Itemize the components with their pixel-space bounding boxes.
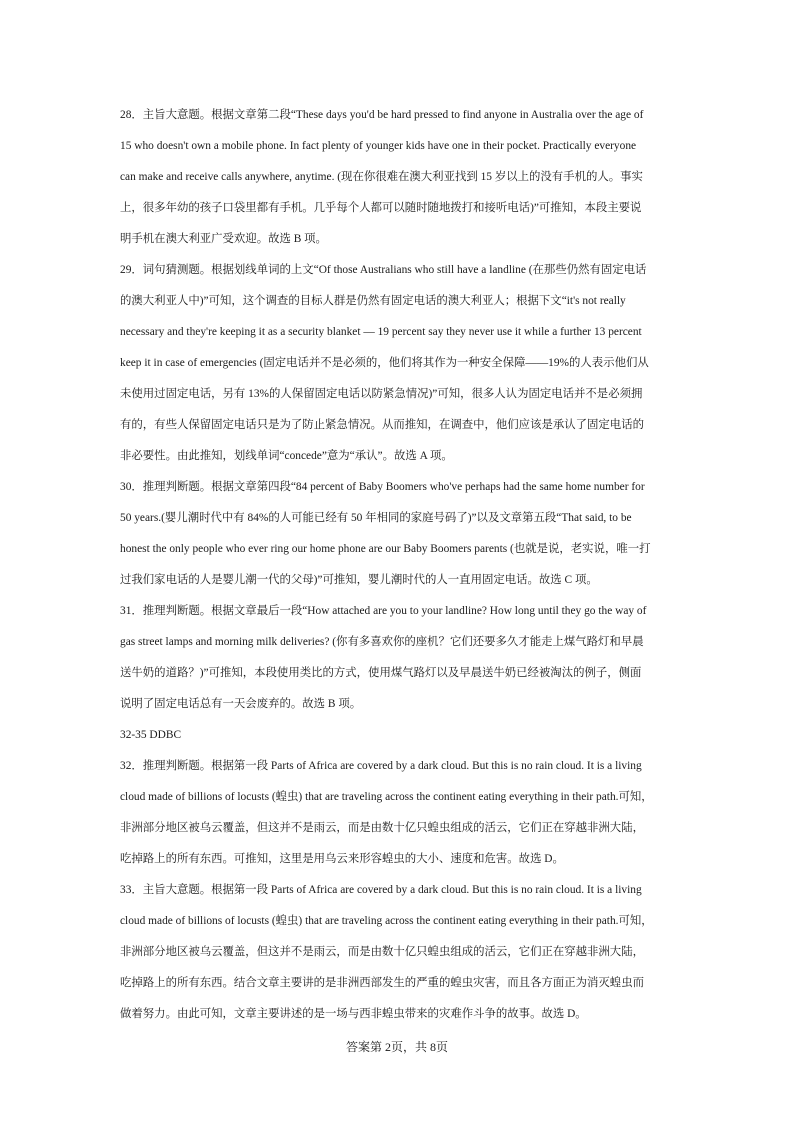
text-line: cloud made of billions of locusts (蝗虫) that are traveling across the continent eating everything in their path.可知， xyxy=(120,791,653,803)
text-line: 非洲部分地区被乌云覆盖，但这并不是雨云，而是由数十亿只蝗虫组成的活云，它们正在穿越非洲大陆， xyxy=(120,822,644,834)
text-line: gas street lamps and morning milk deliveries? (你有多喜欢你的座机？它们还要多久才能走上煤气路灯和早晨 xyxy=(120,636,644,648)
text-line: necessary and they're keeping it as a security blanket — 19 percent say they never use it while a further 13 percent xyxy=(120,326,642,338)
text-line: 非洲部分地区被乌云覆盖，但这并不是雨云，而是由数十亿只蝗虫组成的活云，它们正在穿越非洲大陆， xyxy=(120,946,644,958)
text-line: 31．推理判断题。根据文章最后一段“How attached are you to your landline? How long until they go the way of xyxy=(120,605,647,617)
text-line: 说明了固定电话总有一天会废弃的。故选 B 项。 xyxy=(120,698,362,710)
page-footer: 答案第 2页，共 8页 xyxy=(345,1040,448,1054)
text-line: can make and receive calls anywhere, anytime. (现在你很难在澳大利亚找到 15 岁以上的没有手机的人。事实 xyxy=(120,171,643,183)
text-line: 30．推理判断题。根据文章第四段“84 percent of Baby Boomers who've perhaps had the same home number for xyxy=(120,481,645,493)
text-line: 明手机在澳大利亚广受欢迎。故选 B 项。 xyxy=(120,233,327,245)
text-line: 15 who doesn't own a mobile phone. In fact plenty of younger kids have one in their pocket. Practically everyone xyxy=(120,140,637,152)
text-line: 的澳大利亚人中)”可知，这个调查的目标人群是仍然有固定电话的澳大利亚人；根据下文“it's not really xyxy=(120,295,626,307)
text-line: 有的，有些人保留固定电话只是为了防止紧急情况。从而推知，在调查中，他们应该是承认了固定电话的 xyxy=(120,419,644,431)
text-line: 32．推理判断题。根据第一段 Parts of Africa are covered by a dark cloud. But this is no rain cloud. It is a living xyxy=(120,760,642,772)
text-line: 50 years.(婴儿潮时代中有 84%的人可能已经有 50 年相同的家庭号码了)”以及文章第五段“That said, to be xyxy=(120,512,632,524)
text-line: 做着努力。由此可知，文章主要讲述的是一场与西非蝗虫带来的灾难作斗争的故事。故选 D。 xyxy=(120,1008,587,1020)
text-line: 吃掉路上的所有东西。结合文章主要讲的是非洲西部发生的严重的蝗虫灾害，而且各方面正为消灭蝗虫而 xyxy=(120,977,644,989)
text-line: 32-35 DDBC xyxy=(120,729,182,741)
text-line: 28．主旨大意题。根据文章第二段“These days you'd be hard pressed to find anyone in Australia over the age of xyxy=(120,109,644,121)
text-line: 吃掉路上的所有东西。可推知，这里是用乌云来形容蝗虫的大小、速度和危害。故选 D。 xyxy=(120,853,564,865)
text-line: 非必要性。由此推知，划线单词“concede”意为“承认”。故选 A 项。 xyxy=(120,450,453,462)
answer-text-body xyxy=(120,100,676,1030)
text-line: 29．词句猜测题。根据划线单词的上文“Of those Australians who still have a landline (在那些仍然有固定电话 xyxy=(120,264,647,276)
text-line: honest the only people who ever ring our home phone are our Baby Boomers parents (也就是说，老实说，唯一打 xyxy=(120,543,651,555)
text-line: 未使用过固定电话，另有 13%的人保留固定电话以防紧急情况)”可知，很多人认为固定电话并不是必须拥 xyxy=(120,388,643,400)
text-line: 过我们家电话的人是婴儿潮一代的父母)”可推知，婴儿潮时代的人一直用固定电话。故选 C 项。 xyxy=(120,574,598,586)
text-line: 33．主旨大意题。根据第一段 Parts of Africa are covered by a dark cloud. But this is no rain cloud. It is a living xyxy=(120,884,642,896)
text-line: keep it in case of emergencies (固定电话并不是必须的，他们将其作为一种安全保障——19%的人表示他们从 xyxy=(120,357,649,369)
text-line: 送牛奶的道路？)”可推知，本段使用类比的方式，使用煤气路灯以及早晨送牛奶已经被淘汰的例子，侧面 xyxy=(120,667,642,679)
text-line: 上，很多年幼的孩子口袋里都有手机。几乎每个人都可以随时随地拨打和接听电话)”可推知，本段主要说 xyxy=(120,202,642,214)
text-line: cloud made of billions of locusts (蝗虫) that are traveling across the continent eating everything in their path.可知， xyxy=(120,915,653,927)
